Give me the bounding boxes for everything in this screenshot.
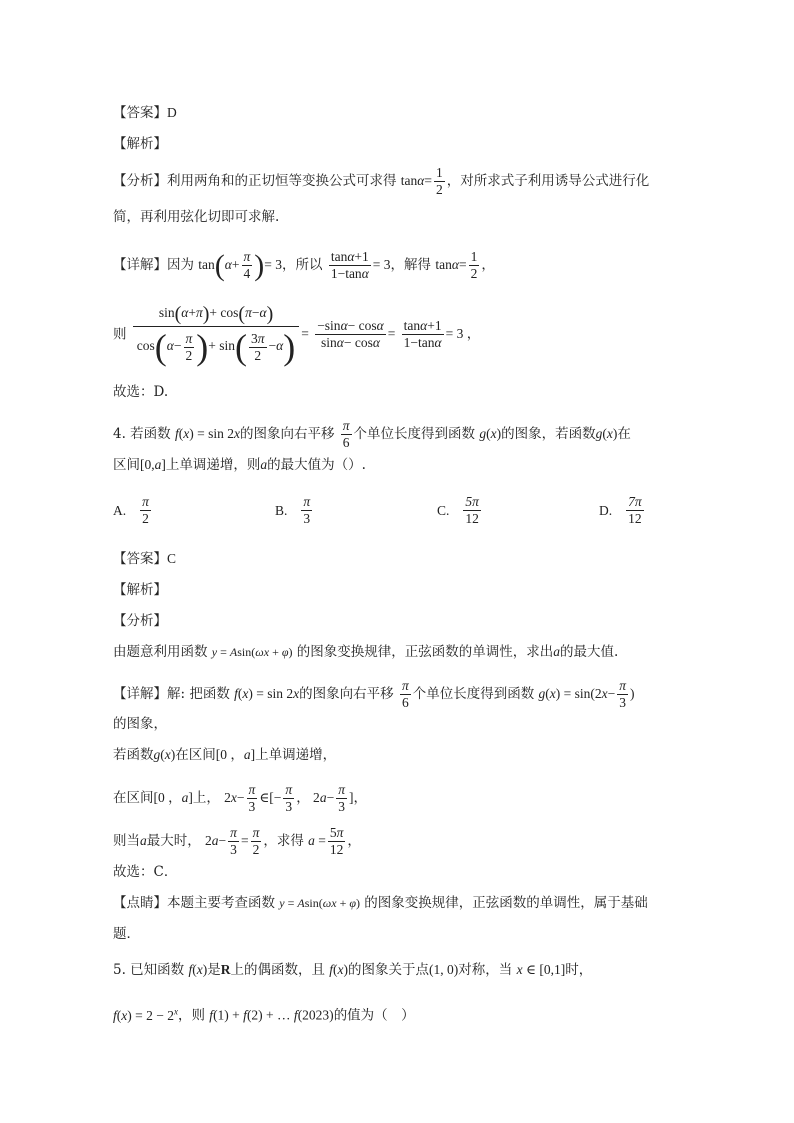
fenxi-text: 的最大值.: [560, 644, 619, 660]
q3-fenxi-line2: 简，再利用弦化切即可求解.: [113, 209, 280, 225]
stem-text: 的图象关于点: [348, 962, 430, 978]
detail-text: 解: 把函数: [167, 686, 230, 702]
fraction: $\frac{\pi}{3}$: [285, 782, 293, 814]
math-expr: tanα=: [435, 257, 467, 272]
fraction: sin(α+π)+ cos(π−α) cos(α− $\frac{\pi}{2}$ )+ sin( $\frac{3\pi}{2}$ −α): [133, 302, 299, 367]
detail-tag: 【详解】: [113, 257, 167, 273]
answer-value: C: [167, 551, 177, 566]
option-fraction: $\frac{5\pi}{12}$: [465, 494, 479, 526]
option-label: C.: [437, 502, 450, 518]
detail-text: 则: [113, 326, 127, 343]
detail-text: 个单位长度得到函数: [412, 686, 535, 702]
detail-text: 上单调递增，: [255, 747, 337, 763]
detail-text: 若函数: [113, 747, 154, 763]
option-fraction: $\frac{\pi}{3}$: [303, 494, 311, 526]
fenxi-tag: 【分析】: [113, 173, 167, 189]
stem-text: 的图象向右平移: [239, 426, 335, 442]
option-d[interactable]: [599, 494, 646, 527]
q4-line5: 则当a最大时， 2a− $\frac{\pi}{3}$ = $\frac{\pi}{2}$ ，求得 a = $\frac{5\pi}{12}$ ，: [113, 825, 361, 857]
stem-text: 上的偶函数，且: [230, 962, 325, 978]
stem-text: 上单调递增，则: [165, 457, 261, 473]
option-c[interactable]: [437, 494, 483, 527]
detail-text: 在区间: [175, 747, 216, 763]
answer-tag: 【答案】: [113, 105, 167, 121]
q4-line4: 在区间[0 ，a]上， 2x− $\frac{\pi}{3}$ ∈[− $\frac{\pi}{3}$ ， 2a− $\frac{\pi}{3}$ ]，: [113, 782, 367, 814]
fraction: $\frac{\pi}{3}$: [230, 825, 237, 857]
stem-text: ，则: [178, 1007, 205, 1024]
fraction: $\frac{\pi}{2}$: [252, 825, 260, 857]
detail-text: 则当: [113, 833, 140, 849]
fraction: $\frac{-\sin\alpha- \cos\alpha}{\sin\alpha- \cos\alpha}$: [317, 318, 384, 350]
stem-text: 的最大值为（）.: [267, 457, 366, 473]
q4-fenxi-line: 由题意利用函数 y = Asin(ωx + φ) 的图象变换规律，正弦函数的单调性，求出a的最大值.: [113, 644, 619, 660]
dianjing-text: 的图象变换规律，正弦函数的单调性，属于基础: [364, 895, 648, 911]
dianjing-text: 本题主要考查函数: [167, 895, 275, 911]
option-label: A.: [113, 502, 127, 518]
option-label: B.: [275, 502, 288, 518]
fraction: $\frac{\pi}{3}$: [248, 782, 256, 814]
stem-text: 的值为（ ）: [333, 1007, 415, 1024]
detail-text: ，所以: [282, 257, 323, 273]
q4-stem-line2: 区间[0,a]上单调递增，则a的最大值为（）.: [113, 457, 366, 473]
option-label: D.: [599, 502, 613, 518]
q4-dianjing-line2: 题．: [113, 926, 140, 942]
q4-dianjing-line: 【点睛】本题主要考查函数 y = Asin(ωx + φ) 的图象变换规律，正弦函数的单调性，属于基础: [113, 895, 648, 911]
q3-answer-line: [113, 103, 177, 123]
dianjing-tag: 【点睛】: [113, 895, 167, 911]
math-expr: tan(α+ $\frac{\pi}{4}$ )= 3: [198, 248, 283, 282]
fenxi-text: 的图象变换规律，正弦函数的单调性，求出: [296, 644, 554, 660]
answer-value: D: [167, 105, 177, 120]
math-expr: α: [417, 173, 425, 188]
option-fraction: $\frac{\pi}{2}$: [142, 494, 149, 526]
fraction: $\frac{\pi}{3}$: [619, 678, 627, 710]
option-a[interactable]: [113, 494, 153, 527]
q3-choice-line: 故选：D.: [113, 384, 169, 400]
q5-stem-line1: 5. 已知函数 f(x)是R上的偶函数，且 f(x)的图象关于点(1, 0)对称，当 x ∈ [0,1]时，: [113, 962, 593, 978]
q4-choice-line: 故选：C．: [113, 864, 178, 880]
option-fraction: $\frac{7\pi}{12}$: [628, 494, 642, 526]
stem-text: 5. 已知函数: [113, 962, 185, 978]
q3-fenxi-line: 【分析】利用两角和的正切恒等变换公式可求得 tanα= $\frac{1}{2}$ ，对所求式子利用诱导公式进行化: [113, 165, 650, 197]
fraction: $\frac{\tan\alpha+1}{1-\tan\alpha}$: [330, 249, 369, 281]
q4-fenxi-heading: 【分析】: [113, 613, 167, 629]
stem-text: 个单位长度得到函数: [353, 426, 476, 442]
q3-detail-line: 【详解】因为 tan(α+ $\frac{\pi}{4}$ )= 3，所以 $\frac{\tan\alpha+1}{1-\tan\alpha}$ = 3，解得 tanα= $\frac{1}{2}$ ，: [113, 248, 495, 282]
stem-text: 区间: [113, 457, 140, 473]
q4-detail-line: 【详解】解: 把函数 f(x) = sin 2x的图象向右平移 $\frac{\pi}{6}$ 个单位长度得到函数 g(x) = sin(2x− $\frac{\pi}{3}$ ): [113, 678, 635, 710]
fraction: $\frac{\pi}{6}$: [342, 418, 350, 450]
q4-detail-line2: 的图象，: [113, 716, 167, 732]
detail-text: 因为: [167, 257, 194, 273]
fraction: $\frac{\pi}{6}$: [401, 678, 409, 710]
fraction: $\frac{1}{2}$: [436, 165, 443, 197]
q3-analysis-heading: 【解析】: [113, 136, 167, 152]
detail-tag: 【详解】: [113, 686, 167, 702]
fenxi-text: 利用两角和的正切恒等变换公式可求得: [167, 173, 397, 189]
detail-text: ，求得: [263, 833, 304, 849]
q4-stem-line1: 4. 若函数 f(x) = sin 2x的图象向右平移 $\frac{\pi}{6}$ 个单位长度得到函数 g(x)的图象，若函数g(x)在: [113, 418, 631, 450]
detail-text: 的图象向右平移: [299, 686, 394, 702]
stem-text: 在: [617, 426, 631, 442]
q4-line3: 若函数g(x)在区间[0 ，a]上单调递增，: [113, 747, 337, 763]
math-expr: tan: [400, 173, 418, 188]
q4-answer-line: [113, 549, 176, 569]
answer-tag: 【答案】: [113, 551, 167, 567]
stem-text: 4. 若函数: [113, 426, 171, 442]
q3-derivation-line: 则 sin(α+π)+ cos(π−α) cos(α− $\frac{\pi}{2}$ )+ sin( $\frac{3\pi}{2}$ −α) = $\frac{-\sin\alpha- \cos\alpha}{\sin\alpha- \cos\alpha}$ = $\frac{\tan\alpha+1}{1-\tan\alpha}$ = 3 ，: [113, 303, 481, 367]
option-b[interactable]: [275, 494, 314, 527]
stem-text: R: [220, 962, 231, 977]
fenxi-text: 由题意利用函数: [113, 644, 208, 660]
stem-text: 时，: [565, 962, 593, 978]
detail-text: 最大时，: [146, 833, 201, 849]
stem-text: 的图象，若函数: [501, 426, 596, 442]
fraction: $\frac{5\pi}{12}$: [329, 825, 344, 857]
fraction: $\frac{1}{2}$: [470, 249, 478, 281]
detail-text: 上，: [192, 790, 220, 806]
detail-text: 在区间: [113, 790, 154, 806]
fraction: $\frac{\tan\alpha+1}{1-\tan\alpha}$: [403, 318, 442, 350]
q4-analysis-heading: 【解析】: [113, 582, 167, 598]
fraction: $\frac{\pi}{3}$: [338, 782, 345, 814]
q5-stem-line2: $f(x) = 2 - 2^x$，则 f(1) + f(2) + … f(2023)的值为（ ）: [113, 1006, 415, 1024]
stem-text: 对称，当: [458, 962, 513, 978]
stem-text: 是: [207, 962, 221, 978]
detail-text: ，解得: [390, 257, 432, 273]
fenxi-text: ，对所求式子利用诱导公式进行化: [446, 173, 650, 189]
